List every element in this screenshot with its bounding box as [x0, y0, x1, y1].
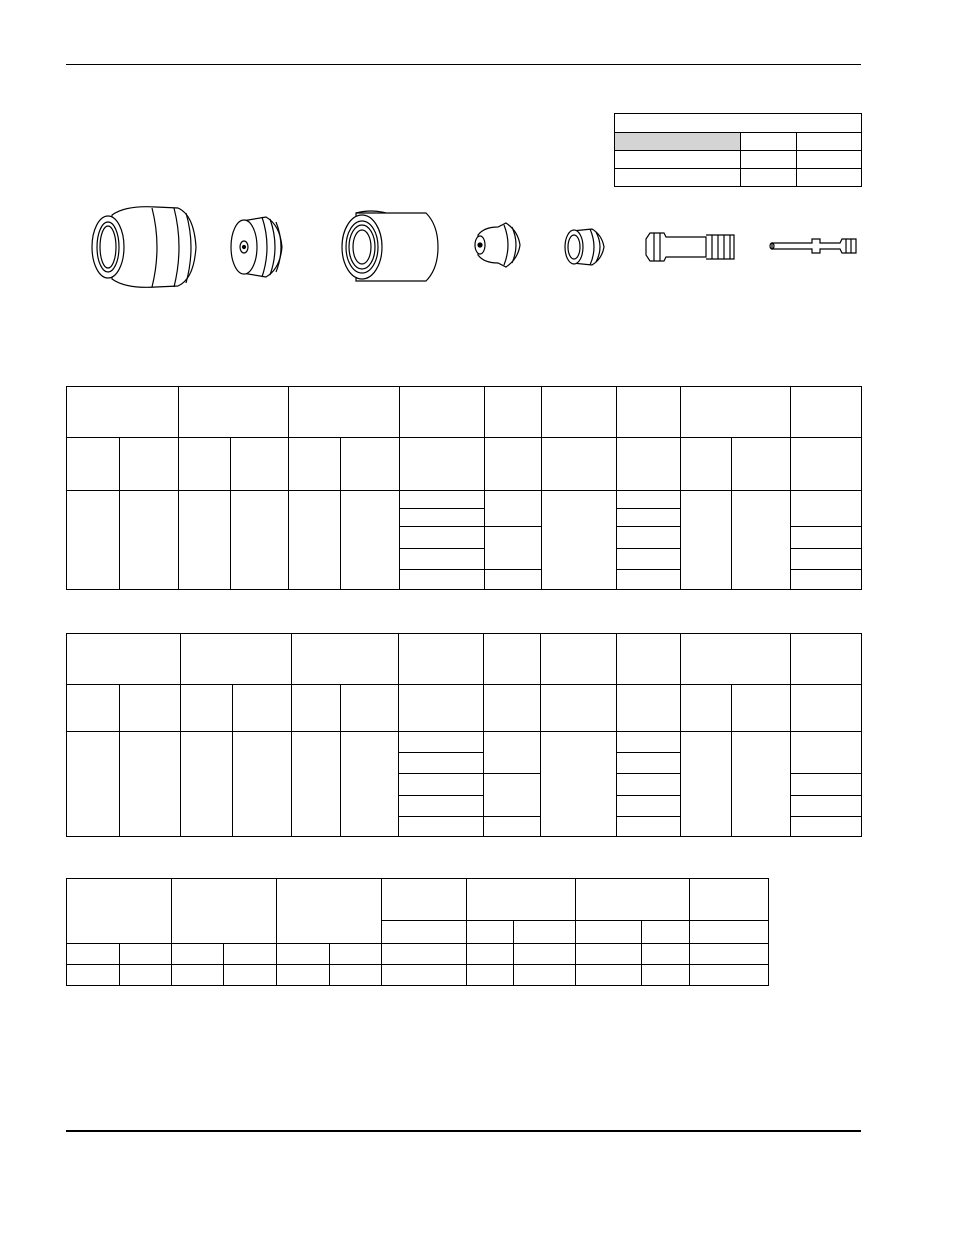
data-cell: [400, 509, 485, 527]
data-cell: [224, 965, 277, 986]
data-cell: [400, 570, 485, 590]
header-cell: [67, 879, 172, 944]
data-cell: [732, 491, 791, 590]
subheader-cell: [690, 921, 769, 944]
header-cell: [690, 879, 769, 921]
shield-icon: [92, 207, 196, 288]
data-cell: [541, 732, 617, 837]
legend-table: [614, 113, 862, 187]
data-cell: [399, 752, 484, 773]
header-cell: [791, 387, 862, 438]
data-cell: [617, 773, 681, 795]
data-cell: [791, 491, 862, 527]
data-cell: [67, 965, 120, 986]
data-cell: [617, 752, 681, 773]
swirl-ring-icon: [565, 229, 604, 265]
header-cell: [382, 879, 467, 921]
data-cell: [681, 732, 732, 837]
header-cell: [172, 879, 277, 944]
header-cell: [617, 387, 681, 438]
subheader-cell: [642, 921, 690, 944]
data-cell: [690, 944, 769, 965]
data-cell: [690, 965, 769, 986]
data-cell: [484, 816, 541, 836]
data-cell: [681, 491, 732, 590]
data-cell: [485, 491, 542, 527]
data-cell: [277, 965, 330, 986]
data-cell: [485, 527, 542, 570]
data-cell: [231, 491, 289, 590]
data-cell: [791, 527, 862, 549]
data-cell: [400, 527, 485, 549]
subheader-cell: [576, 921, 642, 944]
header-cell: [289, 387, 400, 438]
header-cell: [541, 634, 617, 685]
legend-title-cell: [615, 114, 862, 133]
data-cell: [67, 944, 120, 965]
header-rule: [66, 64, 861, 65]
data-cell: [791, 795, 862, 816]
data-cell: [289, 491, 341, 590]
data-cell: [791, 732, 862, 773]
data-cell: [341, 491, 400, 590]
data-cell: [277, 944, 330, 965]
data-cell: [642, 965, 690, 986]
footer-rule: [66, 1130, 861, 1132]
retaining-cap-icon: [342, 211, 438, 281]
header-cell: [681, 387, 791, 438]
data-cell: [330, 965, 382, 986]
header-cell: [542, 387, 617, 438]
data-cell: [382, 944, 467, 965]
data-cell: [617, 509, 681, 527]
legend-row: [615, 169, 741, 187]
data-cell: [67, 491, 120, 590]
water-tube-icon: [770, 239, 856, 253]
header-cell: [67, 634, 181, 685]
legend-header-cell: [615, 133, 741, 151]
data-cell: [617, 570, 681, 590]
shield-cap-icon: [231, 217, 282, 277]
data-cell: [791, 570, 862, 590]
header-cell: [467, 879, 576, 921]
nozzle-icon: [475, 223, 520, 267]
data-cell: [233, 732, 292, 837]
data-cell: [484, 773, 541, 816]
data-cell: [120, 965, 172, 986]
data-cell: [400, 491, 485, 509]
header-cell: [179, 387, 289, 438]
data-cell: [399, 795, 484, 816]
process-table-1: [66, 386, 862, 590]
data-cell: [791, 549, 862, 570]
data-cell: [467, 965, 514, 986]
data-cell: [179, 491, 231, 590]
data-cell: [399, 732, 484, 752]
data-cell: [484, 732, 541, 773]
data-cell: [617, 816, 681, 836]
data-cell: [791, 773, 862, 795]
data-cell: [514, 965, 576, 986]
process-table-2: [66, 633, 862, 837]
data-cell: [172, 944, 224, 965]
data-cell: [120, 732, 181, 837]
data-cell: [382, 965, 467, 986]
header-cell: [484, 634, 541, 685]
data-cell: [617, 795, 681, 816]
header-cell: [400, 387, 485, 438]
header-cell: [681, 634, 791, 685]
process-table-3: [66, 878, 769, 986]
data-cell: [181, 732, 233, 837]
data-cell: [120, 491, 179, 590]
subheader-cell: [514, 921, 576, 944]
header-cell: [67, 387, 179, 438]
header-cell: [485, 387, 542, 438]
data-cell: [617, 732, 681, 752]
data-cell: [172, 965, 224, 986]
data-cell: [330, 944, 382, 965]
electrode-icon: [646, 233, 734, 261]
data-cell: [467, 944, 514, 965]
data-cell: [617, 549, 681, 570]
data-cell: [292, 732, 341, 837]
data-cell: [120, 944, 172, 965]
header-cell: [399, 634, 484, 685]
header-cell: [181, 634, 292, 685]
data-cell: [67, 732, 120, 837]
data-cell: [400, 549, 485, 570]
data-cell: [791, 816, 862, 836]
data-cell: [642, 944, 690, 965]
consumable-parts-illustration: [66, 195, 866, 295]
data-cell: [576, 944, 642, 965]
data-cell: [399, 773, 484, 795]
header-cell: [576, 879, 690, 921]
header-cell: [791, 634, 862, 685]
data-cell: [542, 491, 617, 590]
data-cell: [617, 491, 681, 509]
data-cell: [732, 732, 791, 837]
subheader-cell: [382, 921, 467, 944]
data-cell: [399, 816, 484, 836]
subheader-cell: [467, 921, 514, 944]
data-cell: [341, 732, 399, 837]
header-cell: [277, 879, 382, 944]
legend-row: [615, 151, 741, 169]
data-cell: [224, 944, 277, 965]
header-cell: [617, 634, 681, 685]
data-cell: [485, 570, 542, 590]
data-cell: [617, 527, 681, 549]
data-cell: [514, 944, 576, 965]
header-cell: [292, 634, 399, 685]
data-cell: [576, 965, 642, 986]
